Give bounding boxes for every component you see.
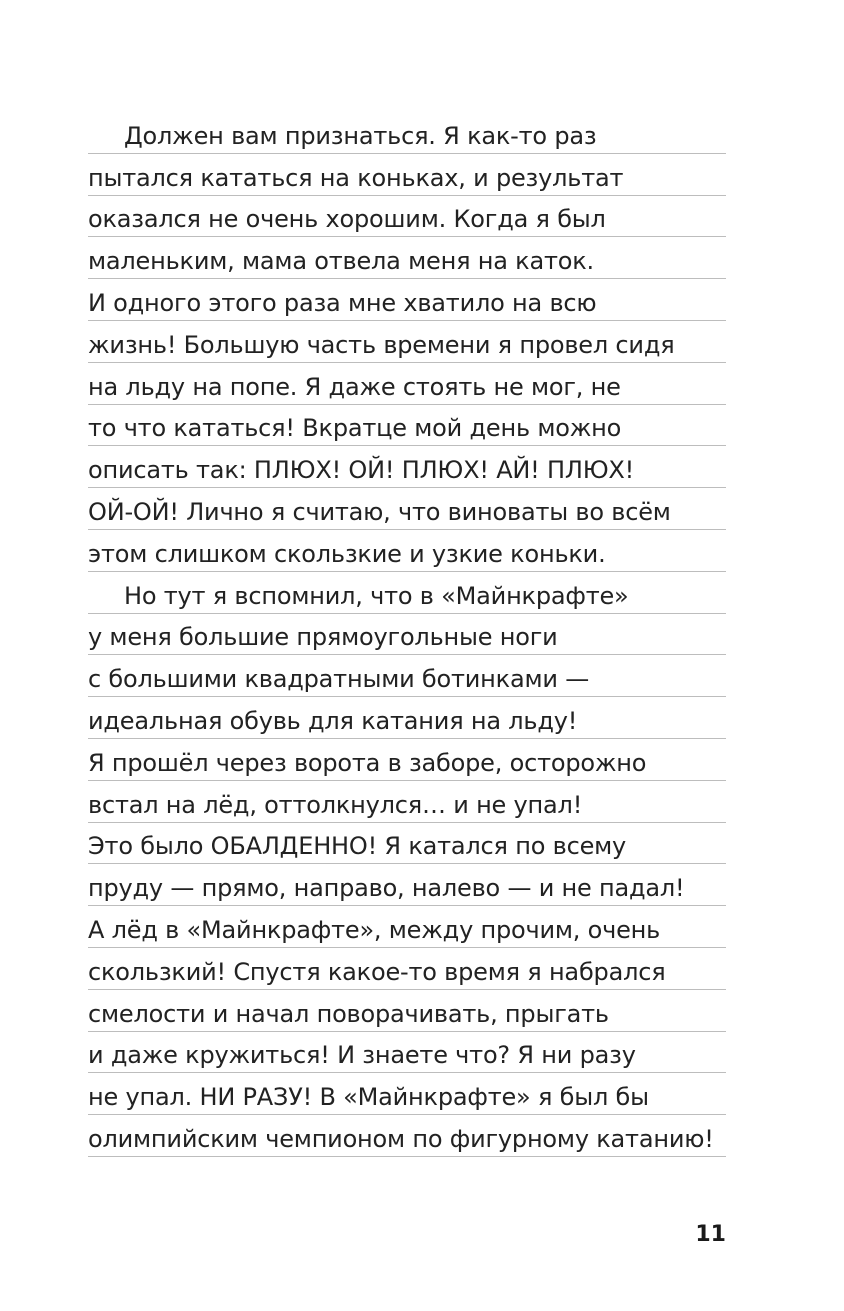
ruled-line [88,864,726,906]
text-line: у меня большие прямоугольные ноги [88,623,558,652]
text-line: И одного этого раза мне хватило на всю [88,288,597,317]
ruled-line [88,446,726,488]
text-line: с большими квадратными ботинками — [88,665,590,694]
text-line: Это было ОБАЛДЕННО! Я катался по всему [88,832,627,861]
ruled-line [88,906,726,948]
text-line: ОЙ-ОЙ! Лично я считаю, что виноваты во всём [88,497,671,526]
text-line: этом слишком скользкие и узкие коньки. [88,539,606,568]
ruled-line [88,781,726,823]
ruled-line [88,572,726,614]
text-line: жизнь! Большую часть времени я провел сидя [88,330,675,359]
text-line: встал на лёд, оттолкнулся… и не упал! [88,790,583,819]
text-line: Я прошёл через ворота в заборе, осторожно [88,748,647,777]
ruled-line [88,739,726,781]
ruled-line [88,405,726,447]
text-line: маленьким, мама отвела меня на каток. [88,247,594,276]
text-line: оказался не очень хорошим. Когда я был [88,205,606,234]
text-line: А лёд в «Майнкрафте», между прочим, очень [88,915,661,944]
text-line: Но тут я вспомнил, что в «Майнкрафте» [124,581,629,610]
text-line: то что кататься! Вкратце мой день можно [88,414,622,443]
ruled-text-block [88,112,726,1157]
text-line: Должен вам признаться. Я как-то раз [124,121,597,150]
ruled-line [88,196,726,238]
ruled-line [88,488,726,530]
text-line: смелости и начал поворачивать, прыгать [88,999,609,1028]
text-line: на льду на попе. Я даже стоять не мог, не [88,372,621,401]
ruled-line [88,1073,726,1115]
ruled-line [88,948,726,990]
ruled-line [88,823,726,865]
ruled-line [88,614,726,656]
text-line: скользкий! Спустя какое-то время я набрался [88,957,666,986]
ruled-line [88,697,726,739]
text-line: пытался кататься на коньках, и результат [88,163,624,192]
ruled-line [88,1032,726,1074]
ruled-line [88,279,726,321]
ruled-line [88,321,726,363]
ruled-line [88,530,726,572]
text-line: пруду — прямо, направо, налево — и не падал! [88,874,685,903]
ruled-line [88,363,726,405]
text-line: олимпийским чемпионом по фигурному катанию! [88,1124,714,1153]
ruled-line [88,237,726,279]
text-line: и даже кружиться! И знаете что? Я ни разу [88,1041,636,1070]
ruled-line [88,112,726,154]
ruled-line [88,1115,726,1157]
text-line: идеальная обувь для катания на льду! [88,706,578,735]
page-number: 11 [695,1222,726,1247]
text-line: не упал. НИ РАЗУ! В «Майнкрафте» я был бы [88,1083,649,1112]
ruled-line [88,990,726,1032]
text-line: описать так: ПЛЮХ! ОЙ! ПЛЮХ! АЙ! ПЛЮХ! [88,456,635,485]
ruled-line [88,655,726,697]
ruled-line [88,154,726,196]
